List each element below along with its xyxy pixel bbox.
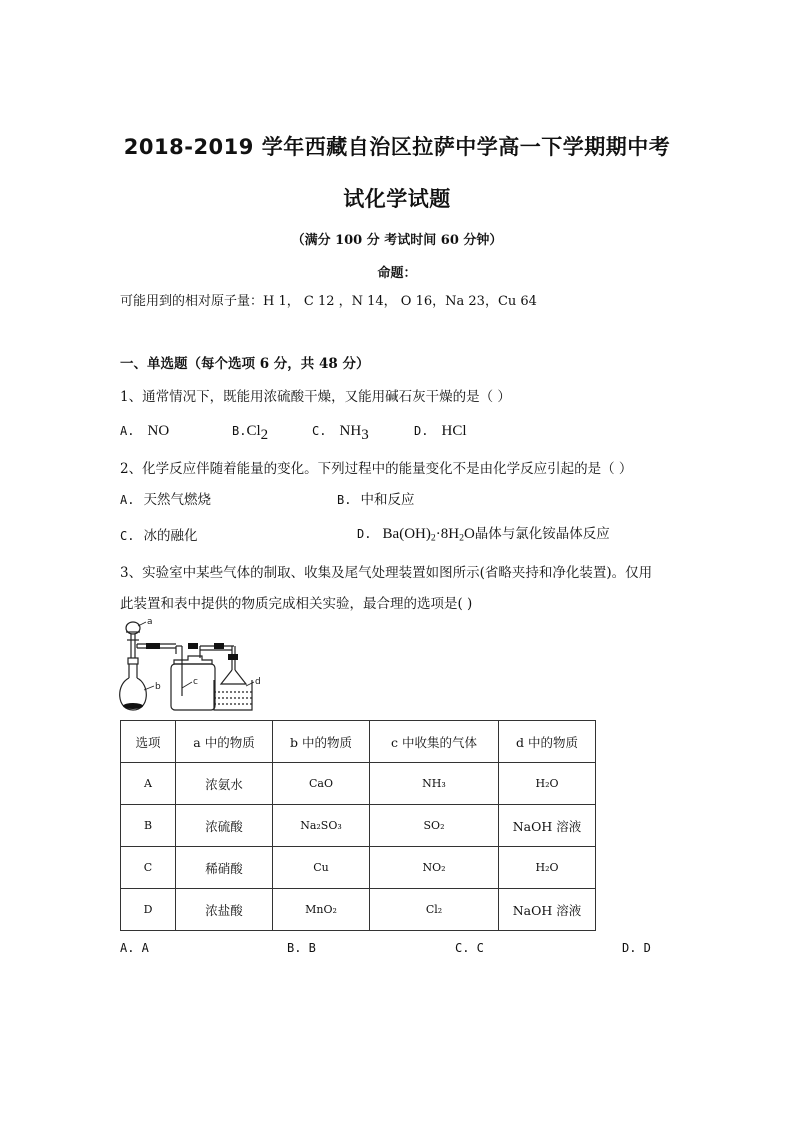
- q3-option-a[interactable]: A. A: [120, 941, 149, 955]
- option-text: 冰的融化: [143, 528, 198, 544]
- table-row: [121, 805, 596, 847]
- option-letter: D.: [357, 527, 372, 541]
- table-cell: NaOH 溶液: [499, 889, 596, 931]
- q3-stem-line-1: 3、实验室中某些气体的制取、收集及尾气处理装置如图所示(省略夹持和净化装置)。仅用: [120, 565, 653, 581]
- option-text: 晶体与氯化铵晶体反应: [474, 526, 610, 542]
- section1-heading: 一、单选题（每个选项 6 分，共 48 分）: [120, 356, 370, 372]
- q1-option-d[interactable]: [414, 420, 467, 440]
- author-label: 命题：: [377, 266, 417, 281]
- q3-option-c[interactable]: C. C: [455, 941, 484, 955]
- option-subscript: 2: [260, 426, 269, 443]
- q2-option-d[interactable]: [357, 522, 610, 543]
- table-row: [121, 847, 596, 889]
- exam-info: （满分 100 分 考试时间 60 分钟）: [291, 233, 503, 248]
- title-line-1: 2018-2019 学年西藏自治区拉萨中学高一下学期期中考: [123, 135, 671, 159]
- table-header-cell: c 中收集的气体: [370, 721, 499, 763]
- option-letter: C.: [120, 529, 135, 543]
- table-cell: C: [121, 847, 176, 889]
- table-cell: NH₃: [370, 763, 499, 805]
- q1-stem: 1、通常情况下，既能用浓硫酸干燥，又能用碱石灰干燥的是（ ）: [120, 389, 511, 405]
- option-value: HCl: [441, 423, 467, 439]
- q2-option-c[interactable]: [120, 524, 198, 544]
- q3-stem-line-2: 此装置和表中提供的物质完成相关实验，最合理的选项是( ): [120, 596, 473, 612]
- option-subscript: 3: [361, 426, 369, 443]
- table-cell: 浓盐酸: [176, 889, 273, 931]
- table-cell: H₂O: [499, 763, 596, 805]
- table-cell: SO₂: [370, 805, 499, 847]
- table-header-cell: a 中的物质: [176, 721, 273, 763]
- table-cell: Cu: [273, 847, 370, 889]
- table-cell: MnO₂: [273, 889, 370, 931]
- label-c: c: [193, 677, 198, 687]
- option-formula: $Ba(OH)_2\cdot 8H_2O$: [382, 526, 475, 544]
- table-cell: 浓氨水: [176, 763, 273, 805]
- option-letter: B.: [337, 493, 352, 507]
- table-header-cell: 选项: [121, 721, 176, 763]
- label-a: a: [147, 618, 153, 627]
- table-cell: A: [121, 763, 176, 805]
- option-letter: D.: [414, 424, 429, 438]
- table-cell: H₂O: [499, 847, 596, 889]
- table-row: [121, 763, 596, 805]
- apparatus-diagram: [116, 618, 266, 716]
- q2-option-b[interactable]: [337, 488, 415, 508]
- option-text: 中和反应: [360, 492, 415, 508]
- table-cell: Na₂SO₃: [273, 805, 370, 847]
- table-cell: B: [121, 805, 176, 847]
- q1-option-b[interactable]: [232, 420, 269, 443]
- option-value: NH: [339, 423, 362, 439]
- label-d: d: [255, 677, 261, 687]
- table-header-cell: b 中的物质: [273, 721, 370, 763]
- table-cell: D: [121, 889, 176, 931]
- table-cell: NaOH 溶液: [499, 805, 596, 847]
- table-cell: 浓硫酸: [176, 805, 273, 847]
- q3-option-b[interactable]: B. B: [287, 941, 316, 955]
- q3-table: [120, 720, 596, 931]
- title-line-2: 试化学试题: [343, 187, 451, 211]
- table-header-row: [121, 721, 596, 763]
- option-letter: A.: [120, 493, 135, 507]
- q1-option-c[interactable]: [312, 420, 369, 443]
- option-value: NO: [147, 423, 170, 439]
- option-letter: A.: [120, 424, 135, 438]
- atomic-masses: 可能用到的相对原子量：H 1， C 12 ，N 14， O 16，Na 23，Cu 64: [120, 294, 537, 309]
- q2-stem: 2、化学反应伴随着能量的变化。下列过程中的能量变化不是由化学反应引起的是（ ）: [120, 461, 633, 477]
- option-value: Cl: [246, 423, 261, 439]
- table-cell: CaO: [273, 763, 370, 805]
- option-letter: C.: [312, 424, 327, 438]
- option-letter: B.: [232, 424, 247, 438]
- q3-option-d[interactable]: D. D: [622, 941, 651, 955]
- table-row: [121, 889, 596, 931]
- q1-option-a[interactable]: [120, 420, 169, 440]
- table-cell: NO₂: [370, 847, 499, 889]
- table-header-cell: d 中的物质: [499, 721, 596, 763]
- q2-option-a[interactable]: [120, 488, 211, 508]
- table-cell: 稀硝酸: [176, 847, 273, 889]
- option-text: 天然气燃烧: [143, 492, 212, 508]
- label-b: b: [155, 682, 161, 692]
- table-cell: Cl₂: [370, 889, 499, 931]
